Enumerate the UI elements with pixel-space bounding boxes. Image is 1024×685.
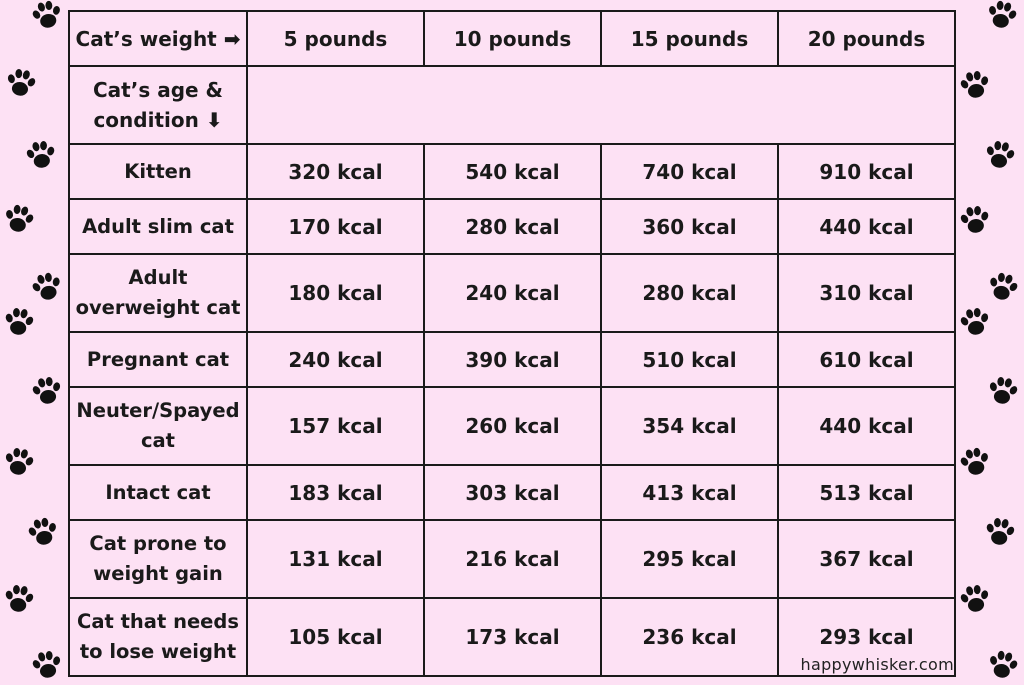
paw-print-icon <box>982 0 1022 35</box>
paw-print-icon <box>981 513 1019 551</box>
paw-print-icon <box>980 135 1019 174</box>
table-cell: 240 kcal <box>424 254 601 332</box>
table-row <box>69 254 955 332</box>
table-cell: 303 kcal <box>424 465 601 520</box>
row-label: Cat prone to weight gain <box>69 520 247 598</box>
table-cell: 170 kcal <box>247 199 424 254</box>
paw-print-icon <box>0 303 38 341</box>
paw-print-icon <box>27 645 66 684</box>
table-cell: 310 kcal <box>778 254 955 332</box>
row-label: Pregnant cat <box>69 332 247 387</box>
paw-print-icon <box>27 371 66 410</box>
table-cell: 173 kcal <box>424 598 601 676</box>
row-label: Adult slim cat <box>69 199 247 254</box>
calorie-table <box>68 10 956 677</box>
paw-print-icon <box>23 512 63 552</box>
table-cell: 390 kcal <box>424 332 601 387</box>
empty-merged-cell <box>247 66 955 144</box>
table-cell: 131 kcal <box>247 520 424 598</box>
table-row <box>69 465 955 520</box>
table-cell: 180 kcal <box>247 254 424 332</box>
table-cell: 183 kcal <box>247 465 424 520</box>
table-cell: 236 kcal <box>601 598 778 676</box>
weight-axis-label: Cat’s weight ➡ <box>69 11 247 66</box>
table-cell: 280 kcal <box>424 199 601 254</box>
table-cell: 293 kcal <box>778 598 955 676</box>
table-cell: 540 kcal <box>424 144 601 199</box>
column-header: 5 pounds <box>247 11 424 66</box>
table-cell: 610 kcal <box>778 332 955 387</box>
table-cell: 510 kcal <box>601 332 778 387</box>
paw-print-icon <box>27 0 67 35</box>
table-cell: 320 kcal <box>247 144 424 199</box>
row-label: Neuter/Spayed cat <box>69 387 247 465</box>
table-cell: 105 kcal <box>247 598 424 676</box>
site-watermark: happywhisker.com <box>800 655 954 674</box>
table-cell: 367 kcal <box>778 520 955 598</box>
age-axis-label: Cat’s age & condition ⬇ <box>69 66 247 144</box>
column-header: 10 pounds <box>424 11 601 66</box>
table-cell: 413 kcal <box>601 465 778 520</box>
column-header: 15 pounds <box>601 11 778 66</box>
table-cell: 440 kcal <box>778 199 955 254</box>
table-row <box>69 387 955 465</box>
row-label: Cat that needs to lose weight <box>69 598 247 676</box>
table-cell: 354 kcal <box>601 387 778 465</box>
table-cell: 513 kcal <box>778 465 955 520</box>
age-header-row <box>69 66 955 144</box>
paw-print-icon <box>0 580 38 618</box>
paw-print-icon <box>955 65 994 104</box>
paw-print-icon <box>983 645 1023 685</box>
paw-print-icon <box>955 579 994 618</box>
paw-print-icon <box>0 199 39 239</box>
table-cell: 157 kcal <box>247 387 424 465</box>
table-row <box>69 144 955 199</box>
table-cell: 440 kcal <box>778 387 955 465</box>
paw-print-icon <box>26 266 68 308</box>
table-cell: 240 kcal <box>247 332 424 387</box>
paw-print-icon <box>956 201 994 239</box>
row-label: Adult overweight cat <box>69 254 247 332</box>
table-row <box>69 199 955 254</box>
paw-print-icon <box>983 371 1022 410</box>
paw-print-icon <box>0 442 39 481</box>
paw-print-icon <box>22 136 60 174</box>
table-cell: 280 kcal <box>601 254 778 332</box>
table-row <box>69 520 955 598</box>
header-row <box>69 11 955 66</box>
table-cell: 360 kcal <box>601 199 778 254</box>
row-label: Kitten <box>69 144 247 199</box>
paw-print-icon <box>955 442 995 482</box>
table-cell: 910 kcal <box>778 144 955 199</box>
table-cell: 740 kcal <box>601 144 778 199</box>
paw-print-icon <box>1 63 40 102</box>
table-row <box>69 332 955 387</box>
row-label: Intact cat <box>69 465 247 520</box>
table-cell: 216 kcal <box>424 520 601 598</box>
table-cell: 260 kcal <box>424 387 601 465</box>
column-header: 20 pounds <box>778 11 955 66</box>
paw-print-icon <box>955 302 994 341</box>
paw-print-icon <box>982 266 1023 307</box>
table-cell: 295 kcal <box>601 520 778 598</box>
